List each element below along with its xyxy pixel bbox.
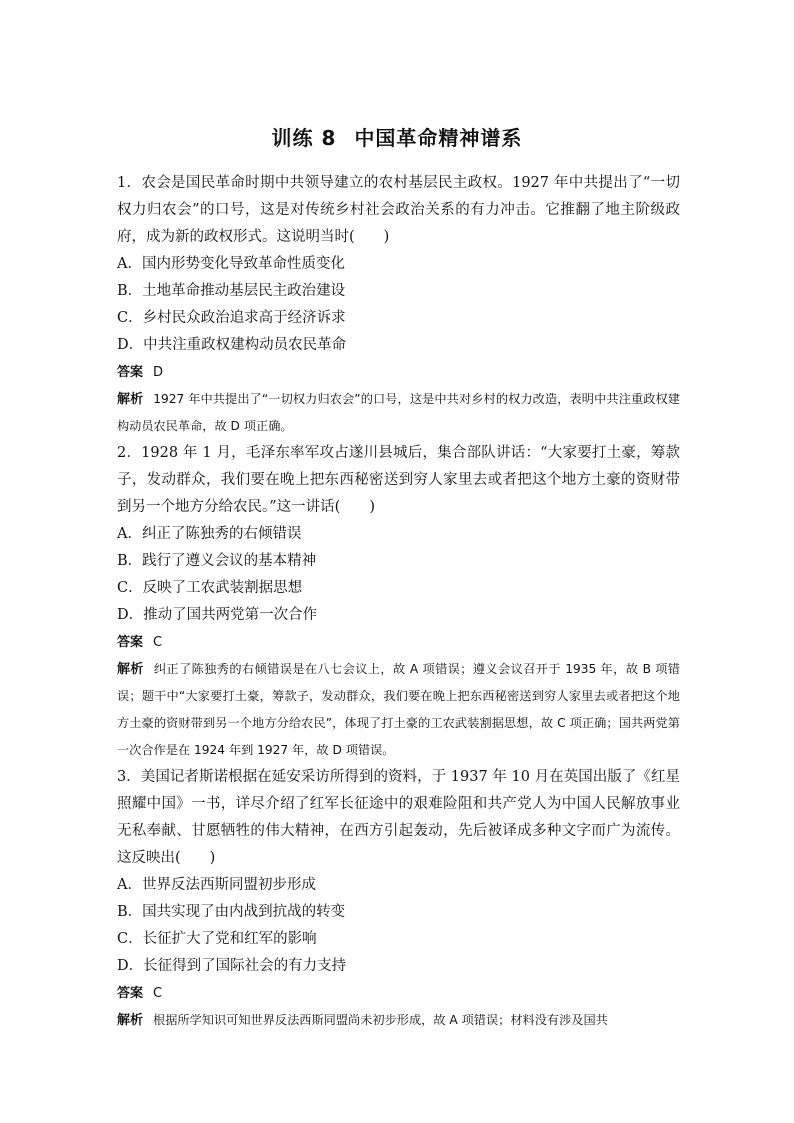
question-stem: 2．1928 年 1 月，毛泽东率军攻占遂川县城后，集合部队讲话：“大家要打土豪，筹款子，发动群众，我们要在晚上把东西秘密送到穷人家里去或者把这个地方土豪的资财带到另一个地方分给农民。”这一讲话( ): [117, 445, 680, 515]
option-a: A．纠正了陈独秀的右倾错误: [117, 526, 302, 542]
answer-label: 答案: [117, 635, 144, 650]
option-d: D．中共注重政权建构动员农民革命: [117, 337, 347, 353]
analysis-block: [117, 656, 680, 764]
analysis-text: 根据所学知识可知世界反法西斯同盟尚未初步形成，故 A 项错误；材料没有涉及国共: [153, 1013, 608, 1027]
analysis-label: 解析: [117, 662, 144, 677]
option-d: D．推动了国共两党第一次合作: [117, 607, 318, 623]
question-1: [117, 170, 680, 440]
title-main: 训练 8: [271, 126, 337, 150]
analysis-text: 1927 年中共提出了“一切权力归农会”的口号，这是中共对乡村的权力改造，表明中共注重政权建构动员农民革命，故 D 项正确。: [117, 392, 680, 433]
analysis-label: 解析: [117, 1013, 144, 1028]
option-d: D．长征得到了国际社会的有力支持: [117, 958, 347, 974]
option-b: B．国共实现了由内战到抗战的转变: [117, 904, 346, 920]
analysis-block: [117, 1007, 680, 1034]
answer-label: 答案: [117, 365, 144, 380]
answer-label: 答案: [117, 986, 144, 1001]
question-3: [117, 764, 680, 1034]
answer-value: C: [153, 986, 163, 1001]
analysis-text: 纠正了陈独秀的右倾错误是在八七会议上，故 A 项错误；遵义会议召开于 1935 年，故 B 项错误；题干中“大家要打土豪，筹款子，发动群众，我们要在晚上把东西秘密送到穷人家里去或者把这个地方土豪的资财带到另一个地方分给农民”，体现了打土豪的工农武装割据思想，故 C 项正确；国共两党第一次合作是在 1924 年到 1927 年，故 D 项错误。: [117, 662, 680, 757]
option-b: B．践行了遵义会议的基本精神: [117, 553, 317, 569]
option-a: A．世界反法西斯同盟初步形成: [117, 877, 316, 893]
answer-line: [117, 359, 680, 386]
question-stem: 1．农会是国民革命时期中共领导建立的农村基层民主政权。1927 年中共提出了“一切权力归农会”的口号，这是对传统乡村社会政治关系的有力冲击。它推翻了地主阶级政府，成为新的政权形式。这说明当时( ): [117, 175, 680, 245]
option-c: C．长征扩大了党和红军的影响: [117, 931, 317, 947]
question-2: [117, 440, 680, 764]
answer-line: [117, 980, 680, 1007]
option-b: B．土地革命推动基层民主政治建设: [117, 283, 346, 299]
title-sub: 中国革命精神谱系: [354, 126, 523, 150]
question-stem: 3．美国记者斯诺根据在延安采访所得到的资料，于 1937 年 10 月在英国出版了《红星照耀中国》一书，详尽介绍了红军长征途中的艰难险阻和共产党人为中国人民解放事业无私奉献、甘愿牺牲的伟大精神，在西方引起轰动，先后被译成多种文字而广为流传。这反映出( ): [117, 769, 680, 866]
answer-value: C: [153, 635, 163, 650]
answer-value: D: [153, 365, 164, 380]
page-title: [0, 122, 794, 151]
option-c: C．反映了工农武装割据思想: [117, 580, 303, 596]
option-c: C．乡村民众政治追求高于经济诉求: [117, 310, 346, 326]
question-list: [117, 170, 680, 1034]
answer-line: [117, 629, 680, 656]
analysis-block: [117, 386, 680, 440]
analysis-label: 解析: [117, 392, 144, 407]
option-a: A．国内形势变化导致革命性质变化: [117, 256, 345, 272]
